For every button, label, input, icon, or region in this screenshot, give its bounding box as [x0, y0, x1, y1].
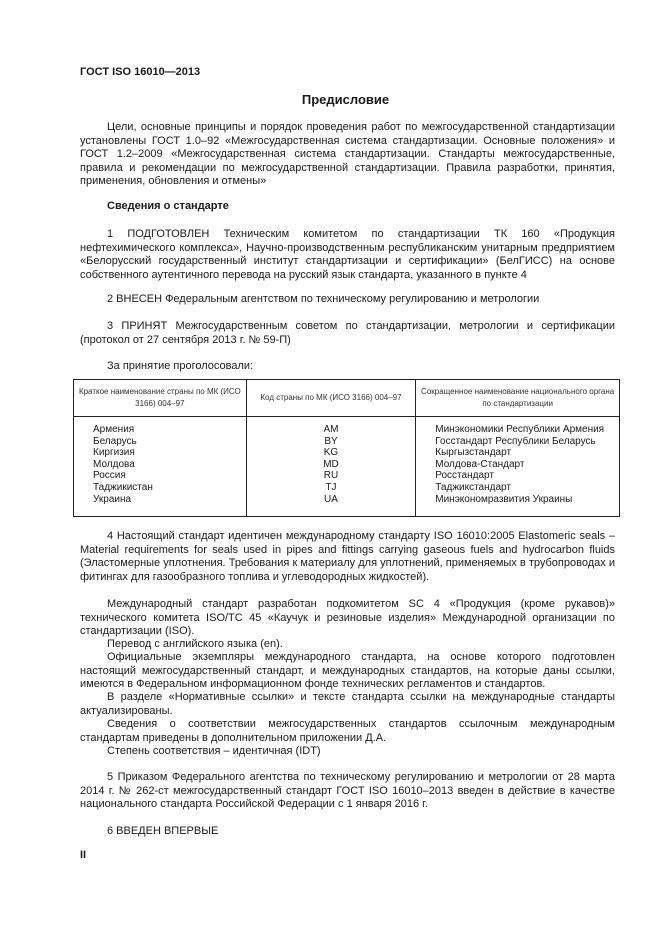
- table-cell: Минэкономразвития Украины: [435, 493, 573, 505]
- paragraph-4: 4 Настоящий стандарт идентичен международному стандарту ISO 16010:2005 Elastomeric seals – Material requirements for seals used in pipes and fittings carrying gaseous fuels and hydrocarbon fluids (Эластомерные уплотнения. Требования к материалу для уплотнений, применяемых в трубопроводах и фитингах для газообразного топлива и углеводородных жидкостей).: [80, 530, 615, 583]
- table-cell: Молдова: [93, 458, 135, 470]
- page-title: Предисловие: [301, 92, 390, 107]
- paragraph-4-degree: Степень соответствия – идентичная (IDT): [107, 745, 321, 757]
- table-cell: Таджикистан: [93, 481, 153, 493]
- intro-paragraph: Цели, основные принципы и порядок проведения работ по межгосударственной стандартизации установлены ГОСТ 1.0–92 «Межгосударственная система стандартизации. Основные положения» и ГОСТ 1.2–2009 «Межгосударственная система стандартизации. Стандарты межгосударственные, правила и рекомендации по межгосударственной стандартизации. Правила разработки, принятия, применения, обновления и отмены»: [80, 121, 615, 188]
- paragraph-1: 1 ПОДГОТОВЛЕН Техническим комитетом по стандартизации ТК 160 «Продукция нефтехимического комплекса», Научно-производственным республиканским унитарным предприятием «Белорусский государственный институт стандартизации и сертификации» (БелГИСС) на основе собственного аутентичного перевода на русский язык стандарта, указанного в пункте 4: [80, 228, 615, 281]
- paragraph-4-references: В разделе «Нормативные ссылки» и тексте стандарта ссылки на международные стандарты актуализированы.: [80, 691, 615, 717]
- table-cell: UA: [324, 493, 338, 505]
- table-cell: Минэкономики Республики Армения: [435, 424, 605, 435]
- header-standards-body: Сокращенное наименование национального органа по стандартизации: [416, 380, 620, 417]
- table-cell: Кыргызстандарт: [435, 447, 512, 459]
- paragraph-4-compliance: Сведения о соответствии межгосударственных стандартов ссылочным международным стандартам приведены в дополнительном приложении Д.А.: [80, 718, 615, 744]
- table-cell: Армения: [93, 424, 135, 435]
- table-cell: Таджикстандарт: [435, 481, 511, 493]
- paragraph-5: 5 Приказом Федерального агентства по техническому регулированию и метрологии от 28 марта 2014 г. № 262-ст межгосударственный стандарт ГОСТ ISO 16010–2013 введен в действие в качестве национального стандарта Российской Федерации с 1 января 2016 г.: [80, 771, 615, 811]
- table-cell: TJ: [325, 481, 337, 493]
- paragraph-2: 2 ВНЕСЕН Федеральным агентством по техническому регулированию и метрологии: [107, 293, 540, 305]
- paragraph-4-copies: Официальные экземпляры международного стандарта, на основе которого подготовлен настоящий межгосударственный стандарт, и международных стандартов, на которые даны ссылки, имеются в Федеральном информационном фонде технических регламентов и стандартов.: [80, 651, 615, 691]
- table-cell: BY: [324, 435, 338, 447]
- voting-table: [73, 379, 620, 517]
- page-number: II: [80, 849, 87, 861]
- document-code: ГОСТ ISO 16010—2013: [80, 66, 201, 78]
- table-cell: Россия: [93, 470, 126, 482]
- table-cell: Украина: [93, 493, 132, 505]
- table-cell: RU: [323, 470, 339, 482]
- country-name-column: [74, 417, 247, 517]
- table-cell: AM: [323, 424, 339, 435]
- table-cell: Росстандарт: [435, 470, 494, 482]
- info-heading: Сведения о стандарте: [107, 200, 229, 212]
- country-code-column: [246, 417, 416, 517]
- paragraph-6: 6 ВВЕДЕН ВПЕРВЫЕ: [107, 825, 219, 837]
- table-cell: MD: [323, 458, 339, 470]
- table-cell: Госстандарт Республики Беларусь: [435, 435, 596, 447]
- table-cell: Киргизия: [93, 447, 135, 459]
- table-cell: Молдова-Стандарт: [435, 458, 525, 470]
- table-body-row: [74, 417, 620, 517]
- standards-body-column: [416, 417, 620, 517]
- paragraph-3: 3 ПРИНЯТ Межгосударственным советом по стандартизации, метрологии и сертификации (протокол от 27 сентября 2013 г. № 59-П): [80, 320, 615, 346]
- table-cell: Беларусь: [93, 435, 137, 447]
- header-country-name: Краткое наименование страны по МК (ИСО 3166) 004–97: [74, 380, 247, 417]
- table-cell: KG: [323, 447, 339, 459]
- header-country-code: Код страны по МК (ИСО 3166) 004–97: [246, 380, 416, 417]
- paragraph-4-translation: Перевод с английского языка (en).: [107, 638, 283, 650]
- table-header-row: [74, 380, 620, 417]
- vote-intro: За принятие проголосовали:: [107, 360, 254, 372]
- paragraph-4-sc: Международный стандарт разработан подкомитетом SC 4 «Продукция (кроме рукавов)» технического комитета ISO/TC 45 «Каучук и резиновые изделия» Международной организации по стандартизации (ISO).: [80, 598, 615, 638]
